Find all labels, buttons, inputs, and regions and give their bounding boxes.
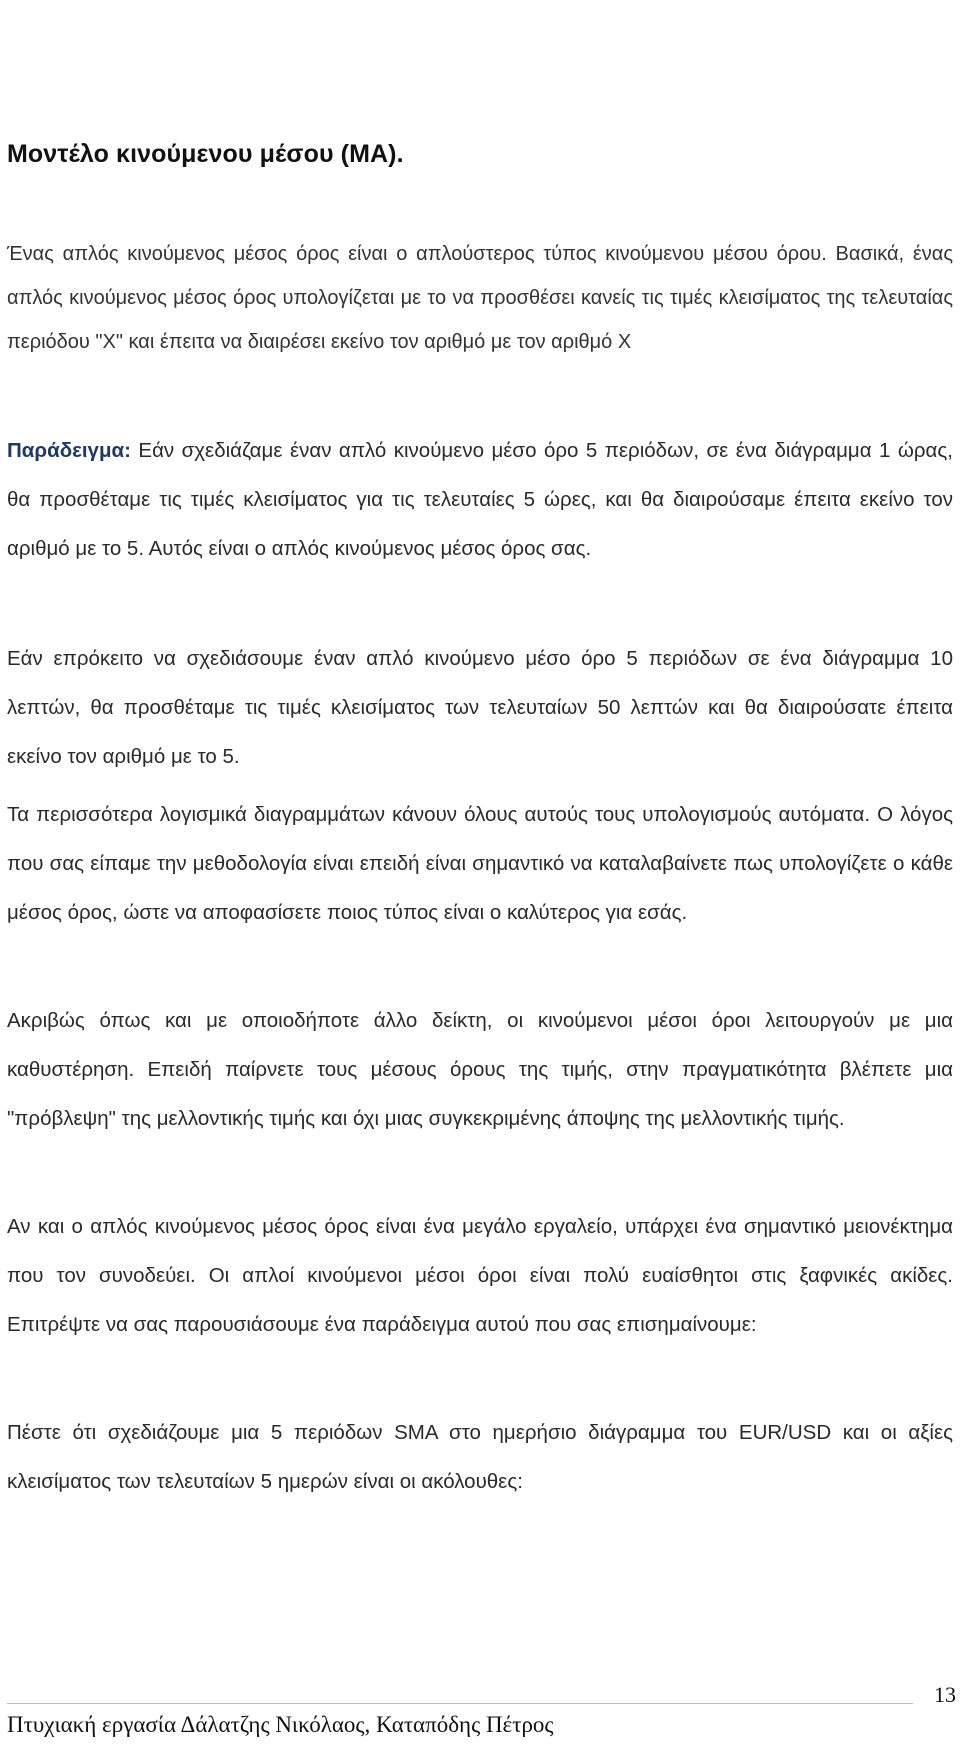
example-text: Εάν σχεδιάζαμε έναν απλό κινούμενο μέσο όρο 5 περιόδων, σε ένα διάγραμμα 1 ώρας, θα προσθέταμε τις τιμές κλεισίματος για τις τελευταίες 5 ώρες, και θα διαιρούσαμε έπειτα εκείνο τον αριθμό με το 5. Αυτός είναι ο απλός κινούμενος μέσος όρος σας.	[7, 439, 953, 560]
paragraph-charting-software: Τα περισσότερα λογισμικά διαγραμμάτων κάνουν όλους αυτούς τους υπολογισμούς αυτόματα. Ο λόγος που σας είπαμε την μεθοδολογία είναι επειδή είναι σημαντικό να καταλαβαίνετε πως υπολογίζετε ο κάθε μέσος όρος, ώστε να αποφασίσετε ποιος τύπος είναι ο καλύτερος για εσάς.	[7, 803, 953, 924]
paragraph-drawback: Αν και ο απλός κινούμενος μέσος όρος είναι ένα μεγάλο εργαλείο, υπάρχει ένα σημαντικό μειονέκτημα που τον συνοδεύει. Οι απλοί κινούμενοι μέσοι όροι είναι πολύ ευαίσθητοι στις ξαφνικές ακίδες. Επιτρέψτε να σας παρουσιάσουμε ένα παράδειγμα αυτού που σας επισημαίνουμε:	[7, 1215, 953, 1336]
paragraph-sma-definition: Ένας απλός κινούμενος μέσος όρος είναι ο απλούστερος τύπος κινούμενου μέσου όρου. Βασικά, ένας απλός κινούμενος μέσος όρος υπολογίζεται με το να προσθέσει κανείς τις τιμές κλεισίματος της τελευταίας περιόδου "Χ" και έπειτα να διαιρέσει εκείνο τον αριθμό με τον αριθμό Χ	[7, 243, 953, 353]
paragraph-example	[7, 426, 953, 573]
paragraph-lag: Ακριβώς όπως και με οποιοδήποτε άλλο δείκτη, οι κινούμενοι μέσοι όροι λειτουργούν με μια καθυστέρηση. Επειδή παίρνετε τους μέσους όρους της τιμής, στην πραγματικότητα βλέπετε μια "πρόβλεψη" της μελλοντικής τιμής και όχι μιας συγκεκριμένης άποψης της μελλοντικής τιμής.	[7, 1009, 953, 1130]
footer-divider	[7, 1703, 913, 1704]
page-number: 13	[934, 1682, 956, 1707]
section-heading: Μοντέλο κινούμενου μέσου (MA).	[7, 140, 404, 168]
paragraph-10-minute-chart: Εάν επρόκειτο να σχεδιάσουμε έναν απλό κινούμενο μέσο όρο 5 περιόδων σε ένα διάγραμμα 10 λεπτών, θα προσθέταμε τις τιμές κλεισίματος των τελευταίων 50 λεπτών και θα διαιρούσατε έπειτα εκείνο τον αριθμό με το 5.	[7, 647, 953, 768]
paragraph-eur-usd-example: Πέστε ότι σχεδιάζουμε μια 5 περιόδων SMA στο ημερήσιο διάγραμμα του EUR/USD και οι αξίες κλεισίματος των τελευταίων 5 ημερών είναι οι ακόλουθες:	[7, 1421, 953, 1493]
example-label: Παράδειγμα:	[7, 439, 131, 462]
footer-text: Πτυχιακή εργασία Δάλατζης Νικόλαος, Καταπόδης Πέτρος	[7, 1712, 554, 1737]
